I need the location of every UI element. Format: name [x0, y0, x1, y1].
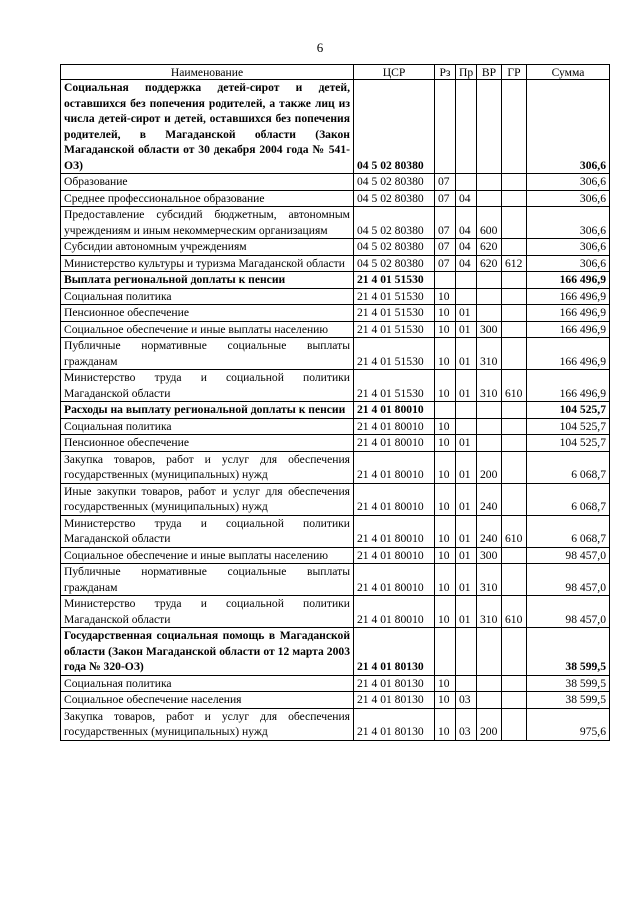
row-gr: 610 [502, 515, 527, 547]
row-sum: 166 496,9 [527, 288, 610, 305]
header-gr: ГР [502, 65, 527, 80]
row-pr: 04 [456, 207, 477, 239]
row-sum: 306,6 [527, 255, 610, 272]
row-sum: 306,6 [527, 239, 610, 256]
row-vr [477, 675, 502, 692]
row-vr: 310 [477, 370, 502, 402]
row-gr [502, 628, 527, 676]
table-row [61, 451, 610, 483]
row-gr [502, 435, 527, 452]
row-csr: 04 5 02 80380 [354, 207, 435, 239]
row-rz: 10 [435, 547, 456, 564]
table-row [61, 239, 610, 256]
row-gr [502, 288, 527, 305]
row-pr: 01 [456, 338, 477, 370]
row-name: Пенсионное обеспечение [61, 305, 354, 322]
row-csr: 21 4 01 80010 [354, 547, 435, 564]
row-name: Закупка товаров, работ и услуг для обеспечения государственных (муниципальных) нужд [61, 451, 354, 483]
row-rz: 10 [435, 515, 456, 547]
row-gr [502, 305, 527, 322]
row-rz: 10 [435, 305, 456, 322]
row-name: Среднее профессиональное образование [61, 190, 354, 207]
row-rz [435, 80, 456, 174]
row-rz [435, 272, 456, 289]
row-name: Социальное обеспечение и иные выплаты населению [61, 547, 354, 564]
row-vr [477, 305, 502, 322]
row-name: Выплата региональной доплаты к пенсии [61, 272, 354, 289]
row-pr: 04 [456, 239, 477, 256]
row-rz [435, 402, 456, 419]
row-csr: 21 4 01 80010 [354, 418, 435, 435]
row-pr [456, 80, 477, 174]
row-csr: 21 4 01 80010 [354, 564, 435, 596]
row-rz: 10 [435, 288, 456, 305]
table-row [61, 515, 610, 547]
row-pr: 01 [456, 547, 477, 564]
row-name: Пенсионное обеспечение [61, 435, 354, 452]
row-rz: 07 [435, 255, 456, 272]
row-pr [456, 402, 477, 419]
row-gr [502, 675, 527, 692]
row-vr [477, 190, 502, 207]
row-pr: 03 [456, 708, 477, 740]
row-pr [456, 675, 477, 692]
row-csr: 04 5 02 80380 [354, 239, 435, 256]
row-vr: 310 [477, 338, 502, 370]
row-gr [502, 483, 527, 515]
row-gr [502, 80, 527, 174]
row-gr [502, 692, 527, 709]
row-csr: 21 4 01 51530 [354, 272, 435, 289]
table-row [61, 80, 610, 174]
row-sum: 975,6 [527, 708, 610, 740]
row-name: Социальная политика [61, 675, 354, 692]
row-name: Социальная политика [61, 418, 354, 435]
row-sum: 6 068,7 [527, 515, 610, 547]
row-sum: 166 496,9 [527, 321, 610, 338]
row-pr: 01 [456, 596, 477, 628]
table-row [61, 435, 610, 452]
row-csr: 21 4 01 80010 [354, 515, 435, 547]
row-pr: 01 [456, 305, 477, 322]
row-vr: 300 [477, 321, 502, 338]
row-name: Субсидии автономным учреждениям [61, 239, 354, 256]
header-vr: ВР [477, 65, 502, 80]
row-gr [502, 708, 527, 740]
row-rz: 07 [435, 207, 456, 239]
row-sum: 306,6 [527, 207, 610, 239]
table-row [61, 174, 610, 191]
row-gr: 610 [502, 370, 527, 402]
row-pr: 01 [456, 483, 477, 515]
row-rz: 10 [435, 564, 456, 596]
row-csr: 21 4 01 80130 [354, 692, 435, 709]
row-gr [502, 547, 527, 564]
row-csr: 21 4 01 51530 [354, 321, 435, 338]
row-pr: 01 [456, 321, 477, 338]
row-vr [477, 80, 502, 174]
row-vr [477, 418, 502, 435]
row-rz: 10 [435, 596, 456, 628]
table-header-row [61, 65, 610, 80]
row-csr: 21 4 01 80130 [354, 708, 435, 740]
row-csr: 21 4 01 80010 [354, 402, 435, 419]
row-csr: 21 4 01 80010 [354, 483, 435, 515]
row-rz: 10 [435, 435, 456, 452]
row-name: Социальная поддержка детей-сирот и детей, оставшихся без попечения родителей, а также лиц из числа детей-сирот и детей, оставшихся без попечения родителей, в Магаданской области (Закон Магаданской области от 30 декабря 2004 года № 541-ОЗ) [61, 80, 354, 174]
header-pr: Пр [456, 65, 477, 80]
row-pr [456, 628, 477, 676]
row-sum: 166 496,9 [527, 370, 610, 402]
row-sum: 38 599,5 [527, 675, 610, 692]
row-vr: 200 [477, 708, 502, 740]
row-pr: 04 [456, 255, 477, 272]
row-pr: 04 [456, 190, 477, 207]
row-csr: 04 5 02 80380 [354, 255, 435, 272]
table-row [61, 692, 610, 709]
row-pr: 03 [456, 692, 477, 709]
row-pr: 01 [456, 370, 477, 402]
row-csr: 21 4 01 80130 [354, 628, 435, 676]
row-sum: 104 525,7 [527, 435, 610, 452]
row-vr: 600 [477, 207, 502, 239]
table-row [61, 272, 610, 289]
row-csr: 21 4 01 80010 [354, 596, 435, 628]
row-rz: 07 [435, 174, 456, 191]
row-pr [456, 288, 477, 305]
row-rz: 10 [435, 483, 456, 515]
row-name: Закупка товаров, работ и услуг для обеспечения государственных (муниципальных) нужд [61, 708, 354, 740]
row-sum: 98 457,0 [527, 564, 610, 596]
row-vr [477, 435, 502, 452]
row-name: Министерство труда и социальной политики Магаданской области [61, 596, 354, 628]
row-name: Государственная социальная помощь в Магаданской области (Закон Магаданской области от 12 марта 2003 года № 320-ОЗ) [61, 628, 354, 676]
row-vr: 310 [477, 596, 502, 628]
row-rz [435, 628, 456, 676]
row-rz: 10 [435, 708, 456, 740]
table-body [61, 80, 610, 741]
row-gr [502, 402, 527, 419]
row-rz: 07 [435, 190, 456, 207]
row-vr [477, 288, 502, 305]
row-gr [502, 190, 527, 207]
row-sum: 166 496,9 [527, 338, 610, 370]
row-sum: 6 068,7 [527, 483, 610, 515]
row-pr: 01 [456, 435, 477, 452]
row-gr [502, 418, 527, 435]
row-name: Расходы на выплату региональной доплаты к пенсии [61, 402, 354, 419]
row-sum: 98 457,0 [527, 547, 610, 564]
row-csr: 21 4 01 80010 [354, 435, 435, 452]
table-row [61, 402, 610, 419]
row-gr [502, 174, 527, 191]
row-pr: 01 [456, 515, 477, 547]
row-rz: 10 [435, 418, 456, 435]
table-row [61, 305, 610, 322]
row-sum: 104 525,7 [527, 418, 610, 435]
table-row [61, 708, 610, 740]
table-row [61, 370, 610, 402]
row-sum: 166 496,9 [527, 272, 610, 289]
budget-table [60, 64, 610, 741]
row-sum: 306,6 [527, 190, 610, 207]
row-sum: 166 496,9 [527, 305, 610, 322]
row-vr [477, 692, 502, 709]
table-row [61, 288, 610, 305]
row-pr [456, 272, 477, 289]
row-vr [477, 272, 502, 289]
row-gr [502, 272, 527, 289]
table-row [61, 338, 610, 370]
row-name: Публичные нормативные социальные выплаты гражданам [61, 338, 354, 370]
table-row [61, 564, 610, 596]
row-csr: 21 4 01 51530 [354, 370, 435, 402]
table-row [61, 207, 610, 239]
row-sum: 98 457,0 [527, 596, 610, 628]
row-csr: 21 4 01 51530 [354, 288, 435, 305]
row-gr [502, 321, 527, 338]
row-vr: 310 [477, 564, 502, 596]
row-name: Публичные нормативные социальные выплаты гражданам [61, 564, 354, 596]
header-csr: ЦСР [354, 65, 435, 80]
row-csr: 21 4 01 51530 [354, 338, 435, 370]
row-csr: 21 4 01 80010 [354, 451, 435, 483]
row-rz: 10 [435, 451, 456, 483]
row-pr: 01 [456, 564, 477, 596]
table-row [61, 628, 610, 676]
table-row [61, 190, 610, 207]
row-gr [502, 451, 527, 483]
row-name: Социальное обеспечение населения [61, 692, 354, 709]
row-vr: 620 [477, 255, 502, 272]
row-pr [456, 174, 477, 191]
row-name: Министерство культуры и туризма Магаданской области [61, 255, 354, 272]
row-name: Социальное обеспечение и иные выплаты населению [61, 321, 354, 338]
row-pr: 01 [456, 451, 477, 483]
row-gr [502, 564, 527, 596]
row-name: Иные закупки товаров, работ и услуг для обеспечения государственных (муниципальных) нужд [61, 483, 354, 515]
row-vr [477, 174, 502, 191]
table-row [61, 418, 610, 435]
row-rz: 10 [435, 692, 456, 709]
row-gr [502, 239, 527, 256]
table-row [61, 547, 610, 564]
row-sum: 38 599,5 [527, 692, 610, 709]
row-vr: 620 [477, 239, 502, 256]
row-vr [477, 628, 502, 676]
row-sum: 306,6 [527, 80, 610, 174]
row-rz: 10 [435, 321, 456, 338]
row-rz: 10 [435, 675, 456, 692]
row-name: Социальная политика [61, 288, 354, 305]
row-gr: 610 [502, 596, 527, 628]
row-csr: 21 4 01 51530 [354, 305, 435, 322]
row-pr [456, 418, 477, 435]
row-csr: 04 5 02 80380 [354, 174, 435, 191]
row-sum: 38 599,5 [527, 628, 610, 676]
table-row [61, 255, 610, 272]
page-number: 6 [316, 40, 324, 55]
row-csr: 04 5 02 80380 [354, 80, 435, 174]
row-rz: 10 [435, 370, 456, 402]
row-vr: 240 [477, 483, 502, 515]
header-name: Наименование [61, 65, 354, 80]
row-sum: 306,6 [527, 174, 610, 191]
row-gr: 612 [502, 255, 527, 272]
header-rz: Рз [435, 65, 456, 80]
row-name: Министерство труда и социальной политики Магаданской области [61, 370, 354, 402]
row-csr: 04 5 02 80380 [354, 190, 435, 207]
row-sum: 6 068,7 [527, 451, 610, 483]
row-rz: 10 [435, 338, 456, 370]
row-gr [502, 338, 527, 370]
table-row [61, 596, 610, 628]
row-csr: 21 4 01 80130 [354, 675, 435, 692]
row-gr [502, 207, 527, 239]
row-vr [477, 402, 502, 419]
row-vr: 200 [477, 451, 502, 483]
row-rz: 07 [435, 239, 456, 256]
table-row [61, 675, 610, 692]
table-row [61, 321, 610, 338]
row-sum: 104 525,7 [527, 402, 610, 419]
row-name: Министерство труда и социальной политики Магаданской области [61, 515, 354, 547]
header-sum: Сумма [527, 65, 610, 80]
table-row [61, 483, 610, 515]
row-name: Предоставление субсидий бюджетным, автономным учреждениям и иным некоммерческим организациям [61, 207, 354, 239]
row-vr: 300 [477, 547, 502, 564]
row-name: Образование [61, 174, 354, 191]
row-vr: 240 [477, 515, 502, 547]
